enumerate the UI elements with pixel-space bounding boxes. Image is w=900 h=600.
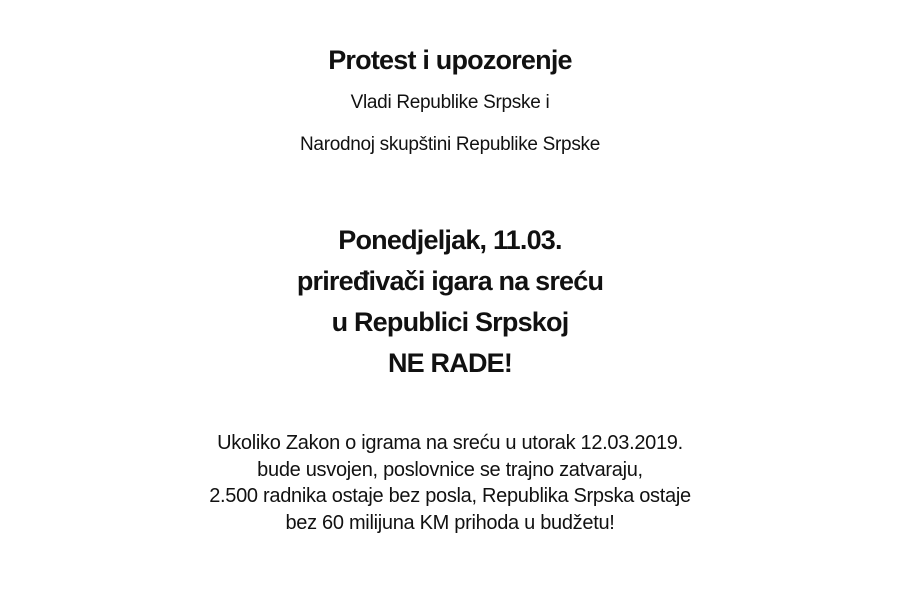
body-line-1: Ukoliko Zakon o igrama na sreću u utorak 12.03.2019. (217, 432, 683, 454)
body-line-3: 2.500 radnika ostaje bez posla, Republika Srpska ostaje (209, 485, 691, 507)
body-paragraph (0, 430, 900, 536)
body-line-2: bude usvojen, poslovnice se trajno zatvaraju, (257, 458, 643, 481)
recipient-line-2: Narodnoj skupštini Republike Srpske (300, 134, 600, 155)
headline-subject: priređivači igara na sreću (296, 266, 604, 296)
headline-block (0, 220, 900, 384)
document-title: Protest i upozorenje (328, 45, 572, 75)
headline-date: Ponedjeljak, 11.03. (338, 225, 562, 255)
recipient-line-1: Vladi Republike Srpske i (350, 92, 550, 113)
body-line-4: bez 60 milijuna KM prihoda u budžetu! (285, 511, 615, 534)
headline-announcement: NE RADE! (387, 348, 513, 378)
headline-location: u Republici Srpskoj (331, 307, 569, 337)
